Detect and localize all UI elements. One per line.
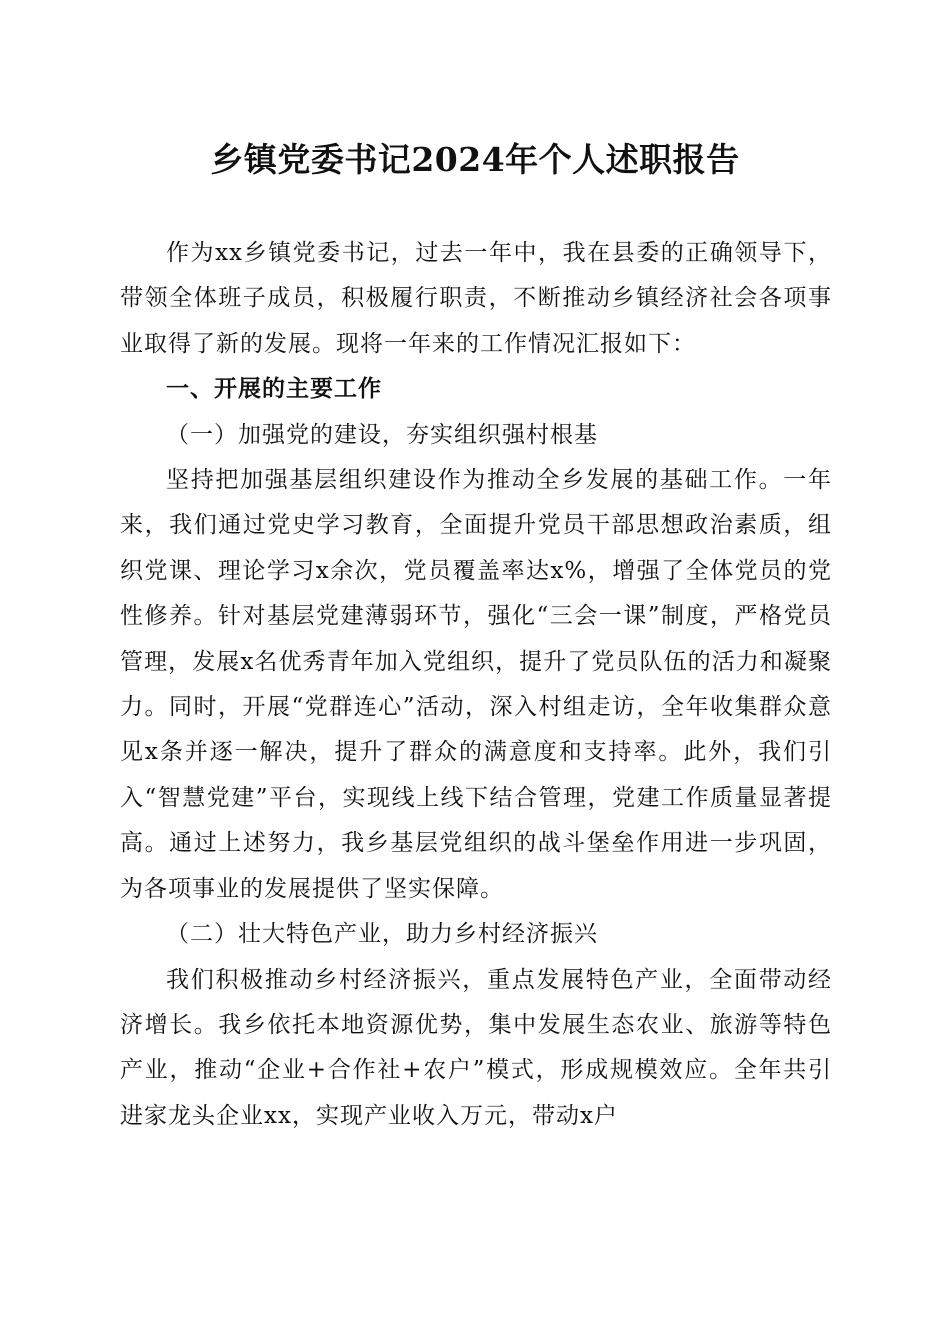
subsection-heading-party-building: （一）加强党的建设，夯实组织强村根基 bbox=[166, 421, 598, 448]
party-building-paragraph: 坚持把加强基层组织建设作为推动全乡发展的基础工作。一年来，我们通过党史学习教育，全面提升党员干部思想政治素质，组织党课、理论学习x余次，党员覆盖率达x%，增强了全体党员的党性修养。针对基层党建薄弱环节，强化“三会一课”制度，严格党员管理，发展x名优秀青年加入党组织，提升了党员队伍的活力和凝聚力。同时，开展“党群连心”活动，深入村组走访，全年收集群众意见x条并逐一解决，提升了群众的满意度和支持率。此外，我们引入“智慧党建”平台，实现线上线下结合管理，党建工作质量显著提高。通过上述努力，我乡基层党组织的战斗堡垒作用进一步巩固，为各项事业的发展提供了坚实保障。 bbox=[120, 467, 832, 902]
subsection-heading-industry: （二）壮大特色产业，助力乡村经济振兴 bbox=[166, 921, 598, 948]
industry-paragraph: 我们积极推动乡村经济振兴，重点发展特色产业，全面带动经济增长。我乡依托本地资源优势，集中发展生态农业、旅游等特色产业，推动“企业+合作社+农户”模式，形成规模效应。全年共引进家龙头企业xx，实现产业收入万元，带动x户 bbox=[120, 966, 832, 1129]
document-title: 乡镇党委书记2024年个人述职报告 bbox=[210, 140, 740, 179]
section-heading-main-work: 一、开展的主要工作 bbox=[166, 376, 382, 403]
intro-paragraph: 作为xx乡镇党委书记，过去一年中，我在县委的正确领导下，带领全体班子成员，积极履行职责，不断推动乡镇经济社会各项事业取得了新的发展。现将一年来的工作情况汇报如下： bbox=[120, 240, 832, 357]
document-body bbox=[120, 231, 832, 1139]
